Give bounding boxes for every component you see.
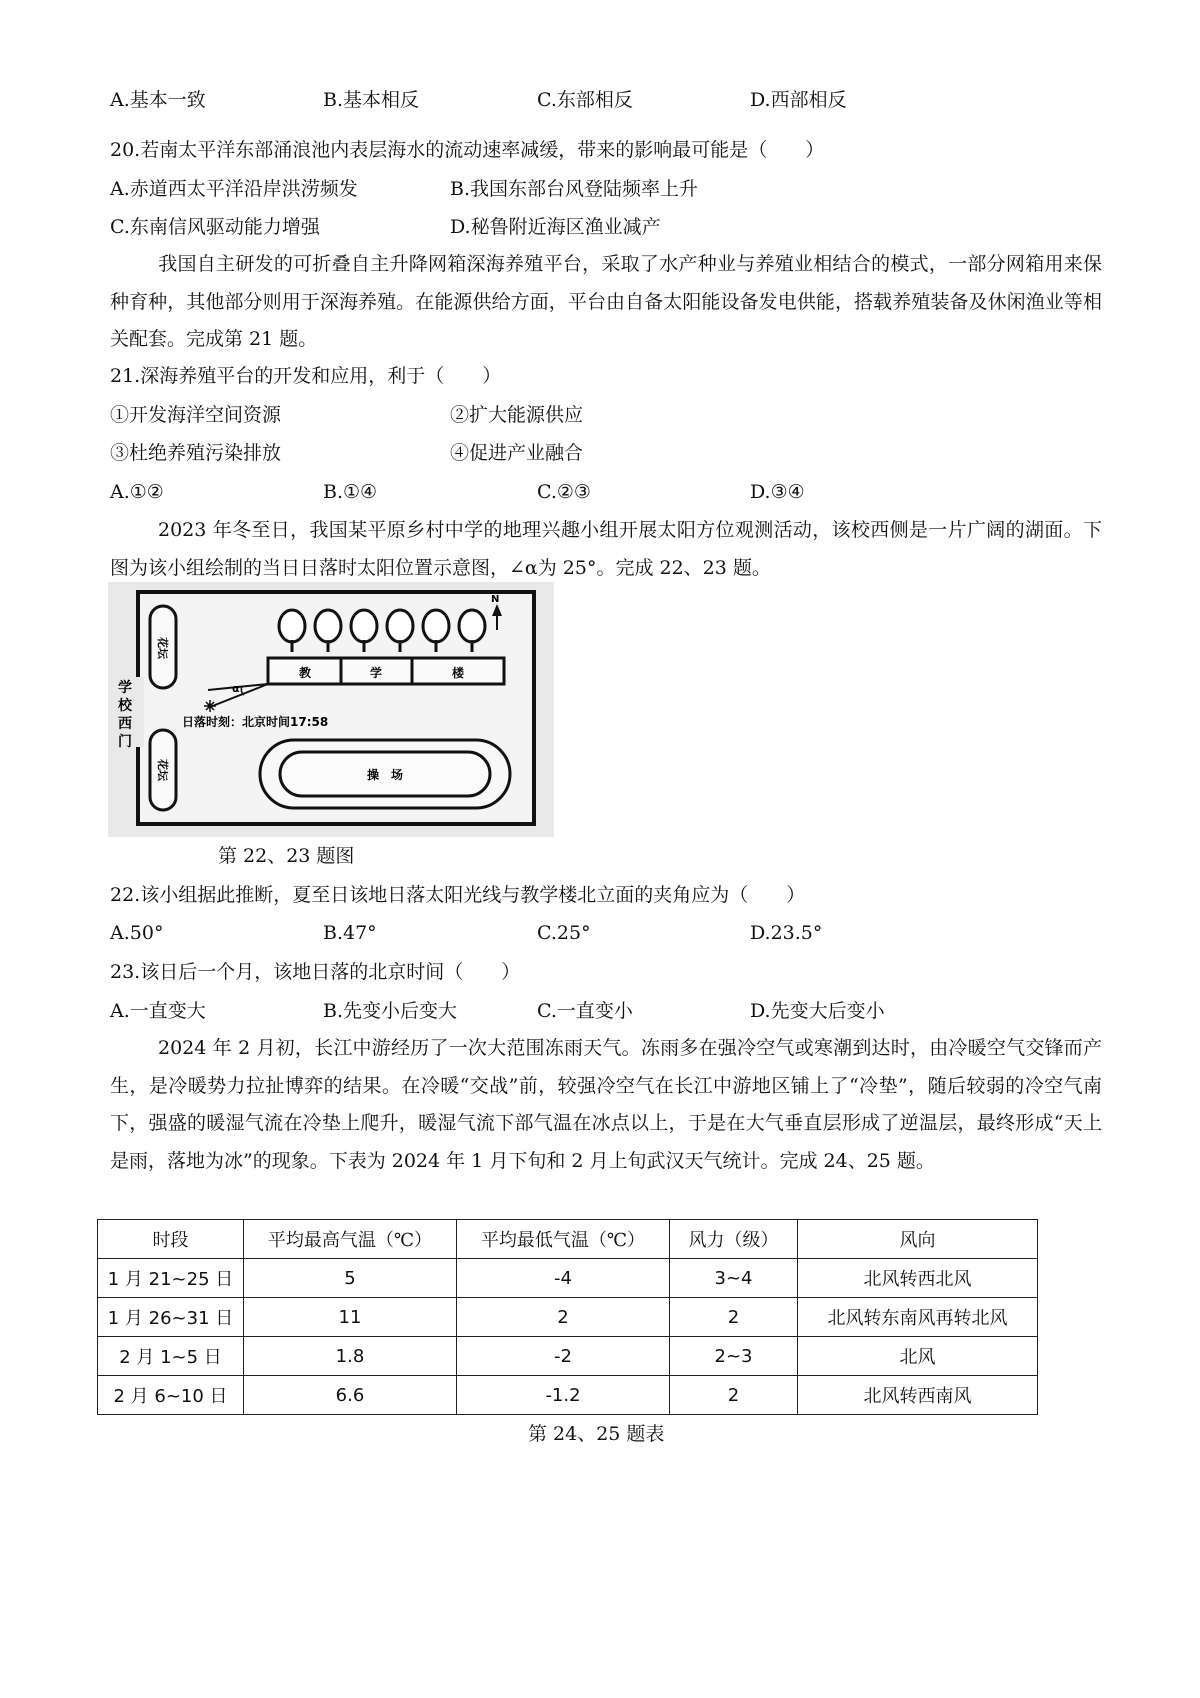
q21-item-1: ①开发海洋空间资源 (110, 404, 282, 426)
north-label: N (491, 594, 500, 605)
q22-option-a: A.50° (110, 922, 164, 944)
table-cell: -2 (457, 1337, 670, 1376)
intro-21 (110, 246, 1102, 359)
q21-option-c: C.②③ (537, 481, 591, 503)
q20-options-row2 (110, 213, 910, 241)
table-cell: 2 (670, 1376, 798, 1415)
table-cell: 北风转西北风 (798, 1259, 1038, 1298)
gate-label-1: 学 (118, 680, 132, 696)
table-cell: 1.8 (244, 1337, 457, 1376)
alpha-label: α (232, 682, 240, 695)
intro-22 (110, 512, 1102, 587)
table-cell: 北风转东南风再转北风 (798, 1298, 1038, 1337)
intro-24 (110, 1030, 1102, 1180)
intro-22-text: 2023 年冬至日，我国某平原乡村中学的地理兴趣小组开展太阳方位观测活动，该校西侧是一片广阔的湖面。下图为该小组绘制的当日日落时太阳位置示意图，∠α为 25°。完成 22、23 题。 (110, 519, 1102, 579)
table-cell: -1.2 (457, 1376, 670, 1415)
table-cell: 1 月 26~31 日 (98, 1298, 244, 1337)
flowerbed-top-label: 花坛 (156, 637, 169, 659)
q22-option-c: C.25° (537, 922, 591, 944)
table-cell: 11 (244, 1298, 457, 1337)
q21-items-row1 (110, 401, 910, 429)
q21-item-4: ④促进产业融合 (450, 442, 584, 464)
q23-options (110, 997, 910, 1025)
table-header-row (98, 1220, 1038, 1259)
q21-item-3: ③杜绝养殖污染排放 (110, 442, 282, 464)
table-header: 平均最高气温（℃） (244, 1220, 457, 1259)
flowerbed-bottom-label: 花坛 (156, 759, 169, 781)
q21-option-d: D.③④ (750, 481, 805, 503)
q19-options (110, 86, 910, 114)
q23-option-b: B.先变小后变大 (323, 1000, 458, 1022)
building-label-1: 教 (298, 666, 312, 680)
table-caption: 第 24、25 题表 (528, 1423, 665, 1445)
table-cell: 2~3 (670, 1337, 798, 1376)
q21-options (110, 478, 910, 506)
playground-label: 操 场 (366, 768, 404, 782)
sunset-figure (108, 582, 554, 837)
q20-options-row1 (110, 175, 910, 203)
table-row (98, 1259, 1038, 1298)
gate-label-2: 校 (118, 698, 132, 714)
table-cell: 2 月 1~5 日 (98, 1337, 244, 1376)
q19-option-c: C.东部相反 (537, 89, 633, 111)
q19-option-b: B.基本相反 (323, 89, 420, 111)
q21-option-a: A.①② (110, 481, 164, 503)
q22-option-d: D.23.5° (750, 922, 823, 944)
q23-option-c: C.一直变小 (537, 1000, 633, 1022)
q21-option-b: B.①④ (323, 481, 378, 503)
sunset-figure-svg (108, 582, 554, 837)
table-cell: 2 (457, 1298, 670, 1337)
gate-label-3: 西 (118, 716, 132, 732)
table-cell: -4 (457, 1259, 670, 1298)
intro-24-text: 2024 年 2 月初，长江中游经历了一次大范围冻雨天气。冻雨多在强冷空气或寒潮到达时，由冷暖空气交锋而产生，是冷暖势力拉扯博弈的结果。在冷暖“交战”前，较强冷空气在长江中游地区铺上了“冷垫”，随后较弱的冷空气南下，强盛的暖湿气流在冷垫上爬升，暖湿气流下部气温在冰点以上，于是在大气垂直层形成了逆温层，最终形成“天上是雨，落地为冰”的现象。下表为 2024 年 1 月下旬和 2 月上旬武汉天气统计。完成 24、25 题。 (110, 1037, 1102, 1172)
table-header: 风向 (798, 1220, 1038, 1259)
q20-stem: 20.若南太平洋东部涌浪池内表层海水的流动速率减缓，带来的影响最可能是（ ） (110, 139, 825, 161)
q21-item-2: ②扩大能源供应 (450, 404, 584, 426)
q21-stem: 21.深海养殖平台的开发和应用，利于（ ） (110, 365, 502, 387)
table-row (98, 1298, 1038, 1337)
q21-items-row2 (110, 439, 910, 467)
west-gate-gap (134, 677, 144, 747)
q23-option-a: A.一直变大 (110, 1000, 206, 1022)
table-row (98, 1337, 1038, 1376)
q22-stem: 22.该小组据此推断，夏至日该地日落太阳光线与教学楼北立面的夹角应为（ ） (110, 884, 806, 906)
table-cell: 2 月 6~10 日 (98, 1376, 244, 1415)
q23-option-d: D.先变大后变小 (750, 1000, 885, 1022)
sunset-time-label: 日落时刻：北京时间17:58 (182, 715, 329, 729)
q22-options (110, 919, 910, 947)
table-cell: 2 (670, 1298, 798, 1337)
table-row (98, 1376, 1038, 1415)
figure-caption: 第 22、23 题图 (218, 845, 355, 867)
table-header: 风力（级） (670, 1220, 798, 1259)
gate-label-4: 门 (118, 734, 132, 750)
table-cell: 5 (244, 1259, 457, 1298)
q22-option-b: B.47° (323, 922, 377, 944)
q19-option-a: A.基本一致 (110, 89, 206, 111)
q23-stem: 23.该日后一个月，该地日落的北京时间（ ） (110, 961, 521, 983)
building-label-2: 学 (369, 666, 383, 680)
q19-option-d: D.西部相反 (750, 89, 847, 111)
q20-option-a: A.赤道西太平洋沿岸洪涝频发 (110, 178, 358, 200)
table-cell: 6.6 (244, 1376, 457, 1415)
table-cell: 3~4 (670, 1259, 798, 1298)
q20-option-b: B.我国东部台风登陆频率上升 (450, 178, 699, 200)
table-header: 时段 (98, 1220, 244, 1259)
q20-option-c: C.东南信风驱动能力增强 (110, 216, 320, 238)
weather-table (97, 1219, 1038, 1415)
table-cell: 1 月 21~25 日 (98, 1259, 244, 1298)
table-cell: 北风 (798, 1337, 1038, 1376)
table-header: 平均最低气温（℃） (457, 1220, 670, 1259)
table-cell: 北风转西南风 (798, 1376, 1038, 1415)
building-label-3: 楼 (451, 666, 465, 680)
q20-option-d: D.秘鲁附近海区渔业减产 (450, 216, 661, 238)
intro-21-text: 我国自主研发的可折叠自主升降网箱深海养殖平台，采取了水产种业与养殖业相结合的模式，一部分网箱用来保种育种，其他部分则用于深海养殖。在能源供给方面，平台由自备太阳能设备发电供能，搭载养殖装备及休闲渔业等相关配套。完成第 21 题。 (110, 253, 1102, 350)
